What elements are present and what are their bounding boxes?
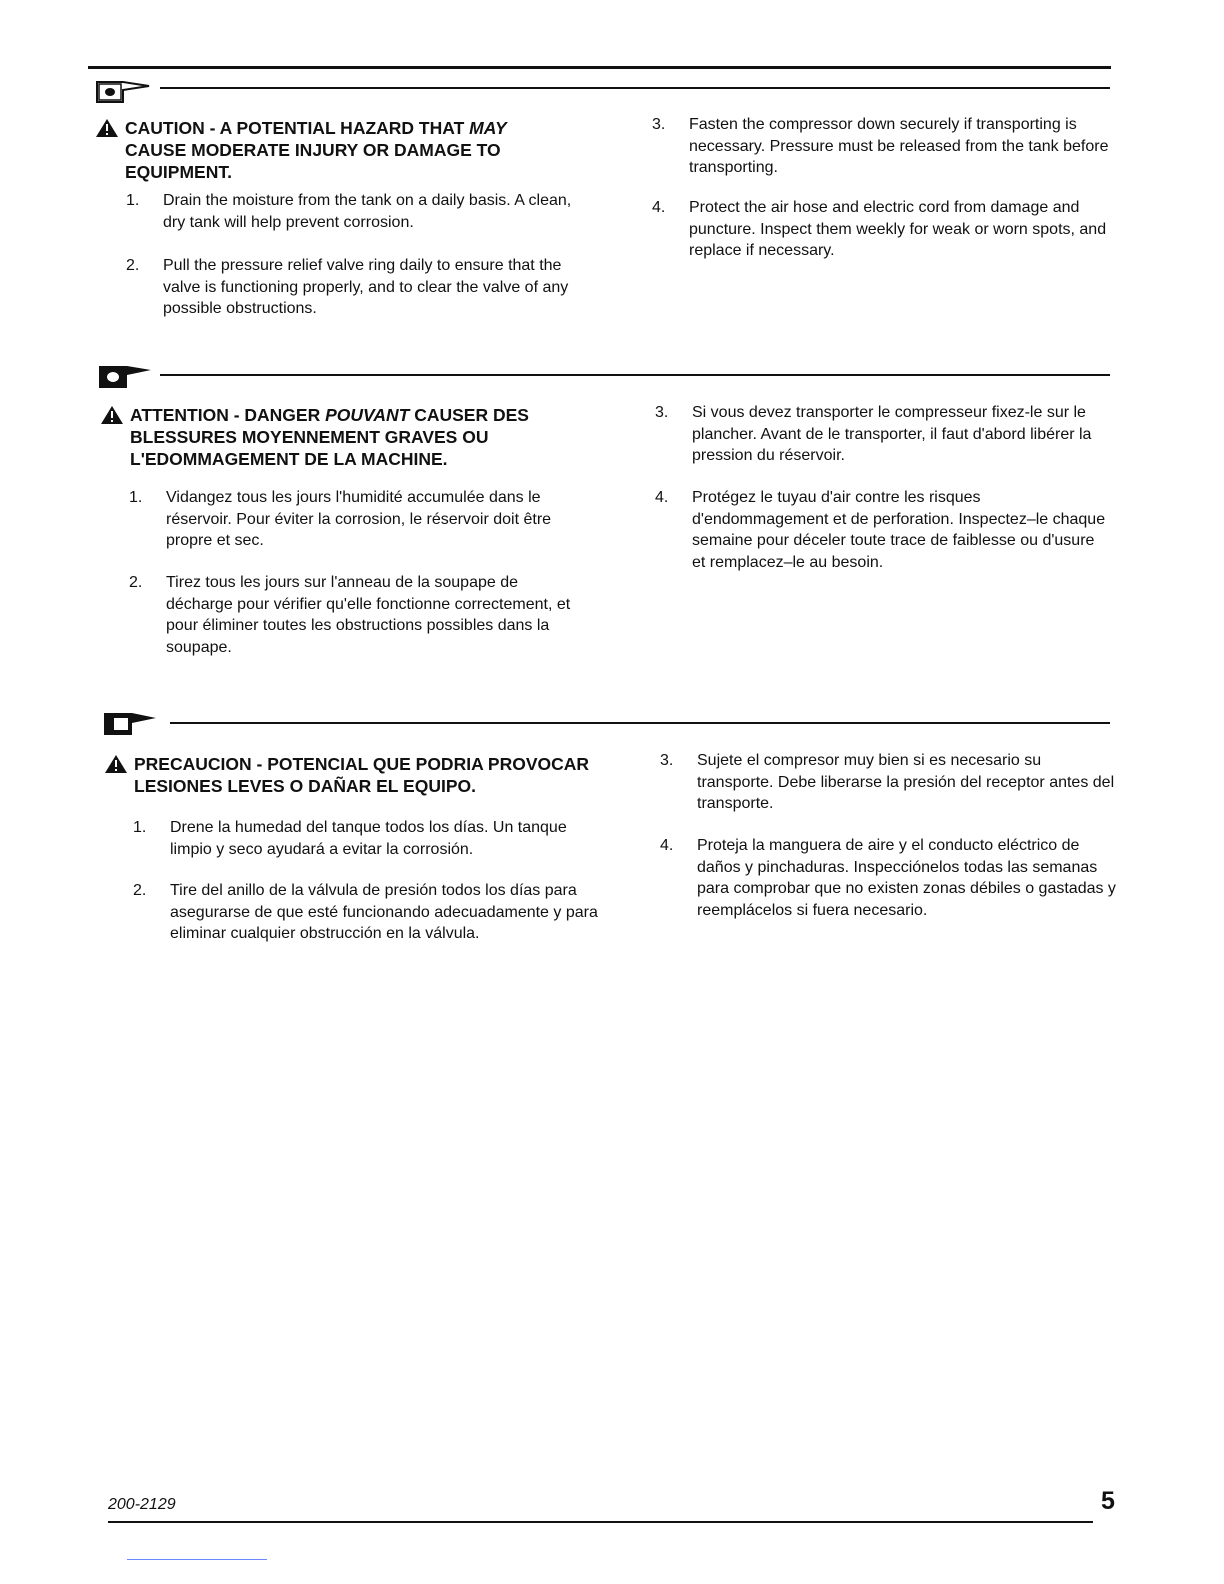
english-flag-icon	[95, 80, 151, 104]
list-item	[126, 255, 583, 320]
item-text: Protégez le tuyau d'air contre les risques d'endommagement et de perforation. Inspectez–le chaque semaine pour déceler toute trace de faiblesse ou d'usure et remplacez–le au besoin.	[692, 489, 1106, 571]
item-number: 4.	[652, 199, 666, 216]
page-number: 5	[1101, 1487, 1115, 1515]
heading-emphasis: POUVANT	[325, 405, 410, 425]
list-item	[652, 197, 1109, 262]
list-item	[133, 880, 600, 945]
item-text: Protect the air hose and electric cord from damage and puncture. Inspect them weekly for weak or worn spots, and replace if necessary.	[689, 199, 1107, 259]
warning-triangle-icon	[100, 405, 124, 425]
section-rule-fr	[160, 374, 1110, 376]
item-text: Sujete el compresor muy bien si es necesario su transporte. Debe liberarse la presión del receptor antes del transporte.	[697, 752, 1115, 812]
item-text: Drene la humedad del tanque todos los días. Un tanque limpio y seco ayudará a evitar la corrosión.	[170, 819, 567, 858]
spanish-flag-icon	[102, 711, 158, 737]
caution-heading-es	[134, 753, 604, 797]
item-number: 2.	[129, 574, 143, 591]
item-number: 3.	[652, 116, 666, 133]
heading-suffix: CAUSER DES BLESSURES MOYENNEMENT GRAVES OU L'EDOMMAGEMENT DE LA MACHINE.	[130, 405, 529, 469]
item-text: Tirez tous les jours sur l'anneau de la soupape de décharge pour vérifier qu'elle fonctionne correctement, et pour éliminer toutes les obstructions possibles dans la soupape.	[166, 574, 571, 656]
item-text: Fasten the compressor down securely if transporting is necessary. Pressure must be released from the tank before transporting.	[689, 116, 1109, 176]
heading-prefix: ATTENTION - DANGER	[130, 405, 326, 425]
heading-prefix: PRECAUCION - POTENCIAL QUE PODRIA PROVOCAR LESIONES LEVES O DAÑAR EL EQUIPO.	[134, 754, 590, 796]
heading-emphasis: MAY	[469, 118, 507, 138]
item-text: Si vous devez transporter le compresseur fixez-le sur le plancher. Avant de le transporter, il faut d'abord libérer la pression du réservoir.	[692, 404, 1092, 464]
section-rule-en	[160, 87, 1110, 89]
bottom-link-line	[127, 1559, 267, 1560]
list-item	[660, 750, 1122, 815]
list-item	[129, 572, 586, 658]
heading-prefix: CAUTION - A POTENTIAL HAZARD THAT	[125, 118, 470, 138]
list-item	[655, 487, 1112, 573]
item-text: Drain the moisture from the tank on a daily basis. A clean, dry tank will help prevent corrosion.	[163, 192, 572, 231]
caution-heading-fr	[130, 404, 560, 470]
list-item	[129, 487, 586, 552]
item-text: Proteja la manguera de aire y el conducto eléctrico de daños y pinchaduras. Inspecciónelos todas las semanas para comprobar que no existen zonas débiles o gastadas y reemplácelos si fuera necesario.	[697, 837, 1116, 919]
section-rule-es	[170, 722, 1110, 724]
item-number: 4.	[660, 837, 674, 854]
warning-triangle-icon	[104, 754, 128, 774]
item-number: 2.	[126, 257, 140, 274]
item-number: 1.	[129, 489, 143, 506]
list-item	[655, 402, 1112, 467]
list-item	[652, 114, 1109, 179]
list-item	[126, 190, 583, 233]
item-number: 2.	[133, 882, 147, 899]
item-number: 1.	[126, 192, 140, 209]
caution-heading-en	[125, 117, 555, 183]
item-number: 3.	[660, 752, 674, 769]
warning-triangle-icon	[95, 118, 119, 138]
french-flag-icon	[97, 364, 153, 390]
item-number: 3.	[655, 404, 669, 421]
item-text: Vidangez tous les jours l'humidité accumulée dans le réservoir. Pour éviter la corrosion, le réservoir doit être propre et sec.	[166, 489, 552, 549]
item-number: 1.	[133, 819, 147, 836]
item-text: Pull the pressure relief valve ring daily to ensure that the valve is functioning properly, and to clear the valve of any possible obstructions.	[163, 257, 569, 317]
top-rule	[88, 66, 1111, 69]
list-item	[660, 835, 1122, 921]
footer-rule	[108, 1521, 1093, 1523]
item-number: 4.	[655, 489, 669, 506]
document-number: 200-2129	[108, 1496, 176, 1513]
heading-suffix: CAUSE MODERATE INJURY OR DAMAGE TO EQUIPMENT.	[125, 140, 501, 182]
list-item	[133, 817, 600, 860]
item-text: Tire del anillo de la válvula de presión todos los días para asegurarse de que esté funcionando adecuadamente y para eliminar cualquier obstrucción en la válvula.	[170, 882, 598, 942]
